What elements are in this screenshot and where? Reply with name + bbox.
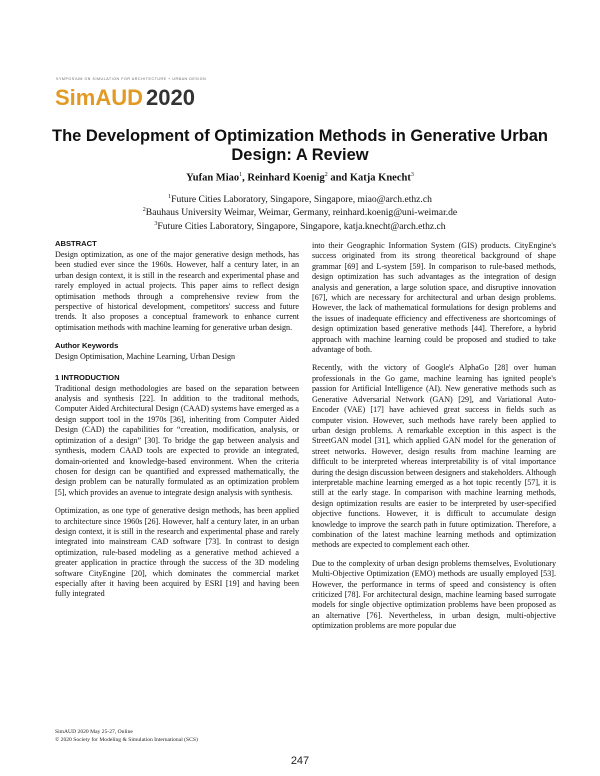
right-column (312, 241, 556, 640)
body-paragraph: Due to the complexity of urban design problems themselves, Evolutionary Multi-Objective Optimization (EMO) methods are usually employed [53]. However, the performance in terms of speed and consistency is often criticized [78]. For architectural design, machine learning based surrogate models for single objective optimization problems have been proposed as an alternative [76]. Nevertheless, in urban design, multi-objective optimization problems are more popular due (312, 558, 556, 631)
abstract-text: Design optimization, as one of the major generative design methods, has been studied ever since the 1960s. However, half a century later, in an urban design context, it is still in the research and experimental phase and rarely employed in actual projects. This paper aims to reflect design optimisation methods through a comprehensive review from the perspective of historical development, competitors' success and future trends. It also proposes a conceptual framework to enhance current optimisation methods with machine learning for generative urban design. (55, 250, 299, 332)
paper-title: The Development of Optimization Methods in Generative Urban Design: A Review (52, 127, 548, 164)
body-paragraph: Recently, with the victory of Google's AlphaGo [28] over human professionals in the Go game, machine learning has ignited people's passion for Artificial Intelligence (AI). New generative methods such as Generative Adversarial Network (GAN) [29], and Variational Auto-Encoder (VAE) [17] have achieved great success in fields such as computer vision. However, such methods have rarely been applied to urban design problems. A remarkable exception in this aspect is the StreetGAN model [31], which applied GAN model for the generation of street networks. However, design results from machine learning are difficult to be interpreted whereas interpretability is of vital importance during the design discussion between designers and stakeholders. Although interpretable machine learning emerged as a hot topic recently [57], it is still at the early stage. In comparison with machine learning methods, design optimization results are easier to be interpreted by user-specified objective functions. However, it is difficult to accumulate design knowledge to improve the search path in future optimization. Therefore, a combination of the latest machine learning methods and optimization methods are expected to complement each other. (312, 363, 556, 550)
footnote-conference: SimAUD 2020 May 25-27, Online (55, 729, 133, 735)
body-paragraph: Optimization, as one type of generative design methods, has been applied to architecture since 1960s [26]. However, half a century later, in an urban design context, it is still in the research and experimental phase and rarely integrated into mainstream CAD software [73]. In contrast to design optimization, rule-based modeling as a generative method achieved a greater application in practice through the success of the 3D modeling software CityEngine [20], which dominates the commercial market especially after it having been acquired by ESRI [19] and having been fully integrated (55, 506, 299, 599)
author-affil-mark: 3 (410, 172, 414, 178)
body-paragraph: Traditional design methodologies are based on the separation between analysis and synthesis [22]. In addition to the traditonal methods, Computer Aided Architectural Design (CAAD) systems have emerged as a design support tool in the 1970s [36], inheriting from Computer Aided Design (CAD) the capabilities for “creation, modification, analysis, or optimization of a design” [30]. To bridge the gap between analysis and synthesis, modern CAAD tools are expected to provide an integrated, domain-oriented and knowledge-based environment. When the criteria chosen for design can be quantified and expressed mathematically, the design problem can be naturally formulated as an optimization problem [5], which provides an avenue to integrate design analysis with synthesis. (55, 383, 299, 497)
copyright-footnote (55, 728, 299, 744)
left-column (55, 239, 299, 608)
author-affil-mark: 2 (324, 172, 328, 178)
abstract-heading: ABSTRACT (55, 239, 97, 248)
logo-name: SimAUD (55, 85, 144, 110)
body-paragraph: into their Geographic Information System (GIS) products. CityEngine's success originated from its strong theoretical background of shape grammar [69] and L-system [59]. In comparison to rule-based methods, design optimization has such advantages as the integration of design analysis and generation, a large solution space, and disruptive innovation [67], which are necessary for architectural and urban design problems. However, the lack of mathematical formulations for design problems and the issues of inadequate efficiency and effectiveness are shortcomings of design optimization based generative methods [44]. Therefore, a hybrid approach with machine learning could be proposed and studied to take advantage of both. (312, 241, 556, 355)
author-name: Katja Knecht (349, 172, 411, 184)
author-name: Yufan Miao (186, 172, 240, 184)
author-name: Reinhard Koenig (247, 172, 325, 184)
affiliation-list (40, 192, 560, 232)
section-heading-introduction: 1 INTRODUCTION (55, 372, 120, 382)
affiliation-line: $^1$Future Cities Laboratory, Singapore, Singapore, miao@arch.ethz.ch (168, 194, 432, 206)
footnote-copyright: © 2020 Society for Modeling & Simulation International (SCS) (55, 737, 198, 744)
logo-tagline: SYMPOSIUM ON SIMULATION FOR ARCHITECTURE + URBAN DESIGN (56, 77, 207, 81)
author-affil-mark: 1 (239, 172, 243, 178)
affiliation-line: $^3$Future Cities Laboratory, Singapore, Singapore, katja.knecht@arch.ethz.ch (154, 220, 446, 232)
keywords-heading: Author Keywords (55, 341, 119, 351)
logo-year: 2020 (146, 85, 195, 110)
logo-wordmark (55, 83, 195, 113)
affiliation-line: $^2$Bauhaus University Weimar, Weimar, Germany, reinhard.koenig@uni-weimar.de (142, 207, 458, 219)
author-list: Yufan Miao$^1$, Reinhard Koenig$^2$ and Katja Knecht$^3$ (186, 172, 414, 184)
simaud-logo (55, 77, 225, 117)
page-number: 247 (290, 755, 310, 767)
keywords-text: Design Optimisation, Machine Learning, Urban Design (55, 352, 236, 362)
